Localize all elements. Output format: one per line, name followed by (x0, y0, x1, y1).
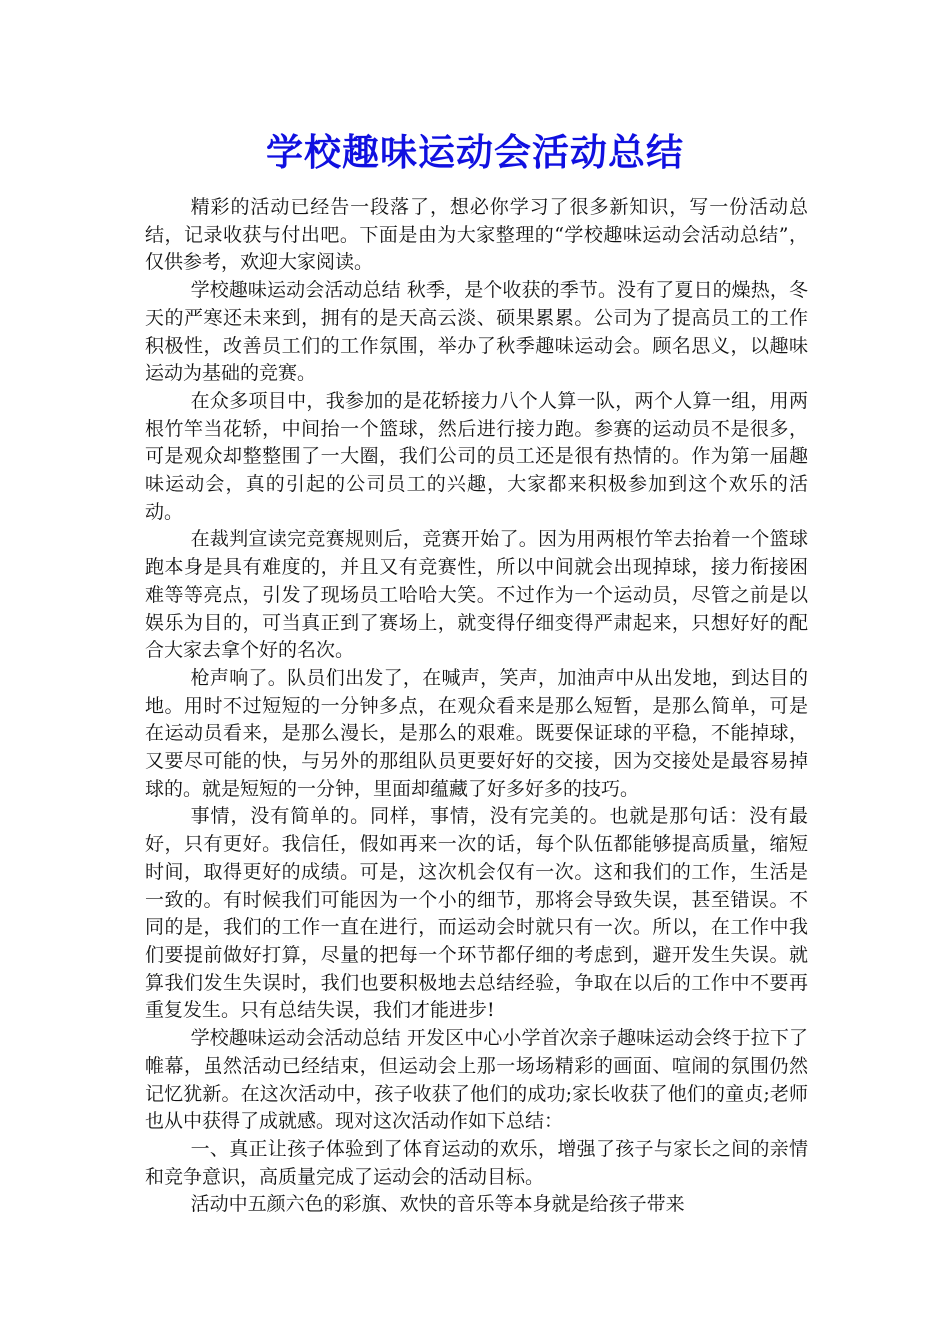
document-title: 学校趣味运动会活动总结 (266, 130, 684, 174)
paragraph-7: 学校趣味运动会活动总结 开发区中心小学首次亲子趣味运动会终于拉下了帷幕，虽然活动已经结束，但运动会上那一场场精彩的画面、喧闹的氛围仍然记忆犹新。在这次活动中，孩子收获了他们的成功;家长收获了他们的童贞;老师也从中获得了成就感。现对这次活动作如下总结： (145, 1027, 808, 1133)
paragraph-1: 精彩的活动已经告一段落了，想必你学习了很多新知识，写一份活动总结，记录收获与付出吧。下面是由为大家整理的“学校趣味运动会活动总结”，仅供参考，欢迎大家阅读。 (145, 196, 808, 274)
paragraph-3: 在众多项目中，我参加的是花轿接力八个人算一队，两个人算一组，用两根竹竿当花轿，中间抬一个篮球，然后进行接力跑。参赛的运动员不是很多，可是观众却整整围了一大圈，我们公司的员工还是很有热情的。作为第一届趣味运动会，真的引起的公司员工的兴趣，大家都来积极参加到这个欢乐的活动。 (145, 389, 808, 523)
document-body (145, 194, 808, 1219)
paragraph-2: 学校趣味运动会活动总结 秋季，是个收获的季节。没有了夏日的燥热，冬天的严寒还未来到，拥有的是天高云淡、硕果累累。公司为了提高员工的工作积极性，改善员工们的工作氛围，举办了秋季趣味运动会。顾名思义，以趣味运动为基础的竞赛。 (145, 279, 808, 385)
paragraph-8: 一、真正让孩子体验到了体育运动的欢乐，增强了孩子与家长之间的亲情和竞争意识，高质量完成了运动会的活动目标。 (145, 1137, 808, 1188)
paragraph-6: 事情，没有简单的。同样，事情，没有完美的。也就是那句话：没有最好，只有更好。我信任，假如再来一次的话，每个队伍都能够提高质量，缩短时间，取得更好的成绩。可是，这次机会仅有一次。这和我们的工作，生活是一致的。有时候我们可能因为一个小的细节，那将会导致失误，甚至错误。不同的是，我们的工作一直在进行，而运动会时就只有一次。所以，在工作中我们要提前做好打算，尽量的把每一个环节都仔细的考虑到，避开发生失误。就算我们发生失误时，我们也要积极地去总结经验，争取在以后的工作中不要再重复发生。只有总结失误，我们才能进步! (145, 805, 808, 1022)
paragraph-5: 枪声响了。队员们出发了，在喊声，笑声，加油声中从出发地，到达目的地。用时不过短短的一分钟多点，在观众看来是那么短暂，是那么简单，可是在运动员看来，是那么漫长，是那么的艰难。既要保证球的平稳，不能掉球，又要尽可能的快，与另外的那组队员更要好好的交接，因为交接处是最容易掉球的。就是短短的一分钟，里面却蕴藏了好多好多的技巧。 (145, 666, 808, 800)
paragraph-9: 活动中五颜六色的彩旗、欢快的音乐等本身就是给孩子带来 (190, 1193, 685, 1216)
paragraph-4: 在裁判宣读完竞赛规则后，竞赛开始了。因为用两根竹竿去抬着一个篮球跑本身是具有难度的，并且又有竞赛性，所以中间就会出现掉球，接力衔接困难等等亮点，引发了现场员工哈哈大笑。不过作为一个运动员，尽管之前是以娱乐为目的，可当真正到了赛场上，就变得仔细变得严肃起来，只想好好的配合大家去拿个好的名次。 (145, 528, 808, 662)
